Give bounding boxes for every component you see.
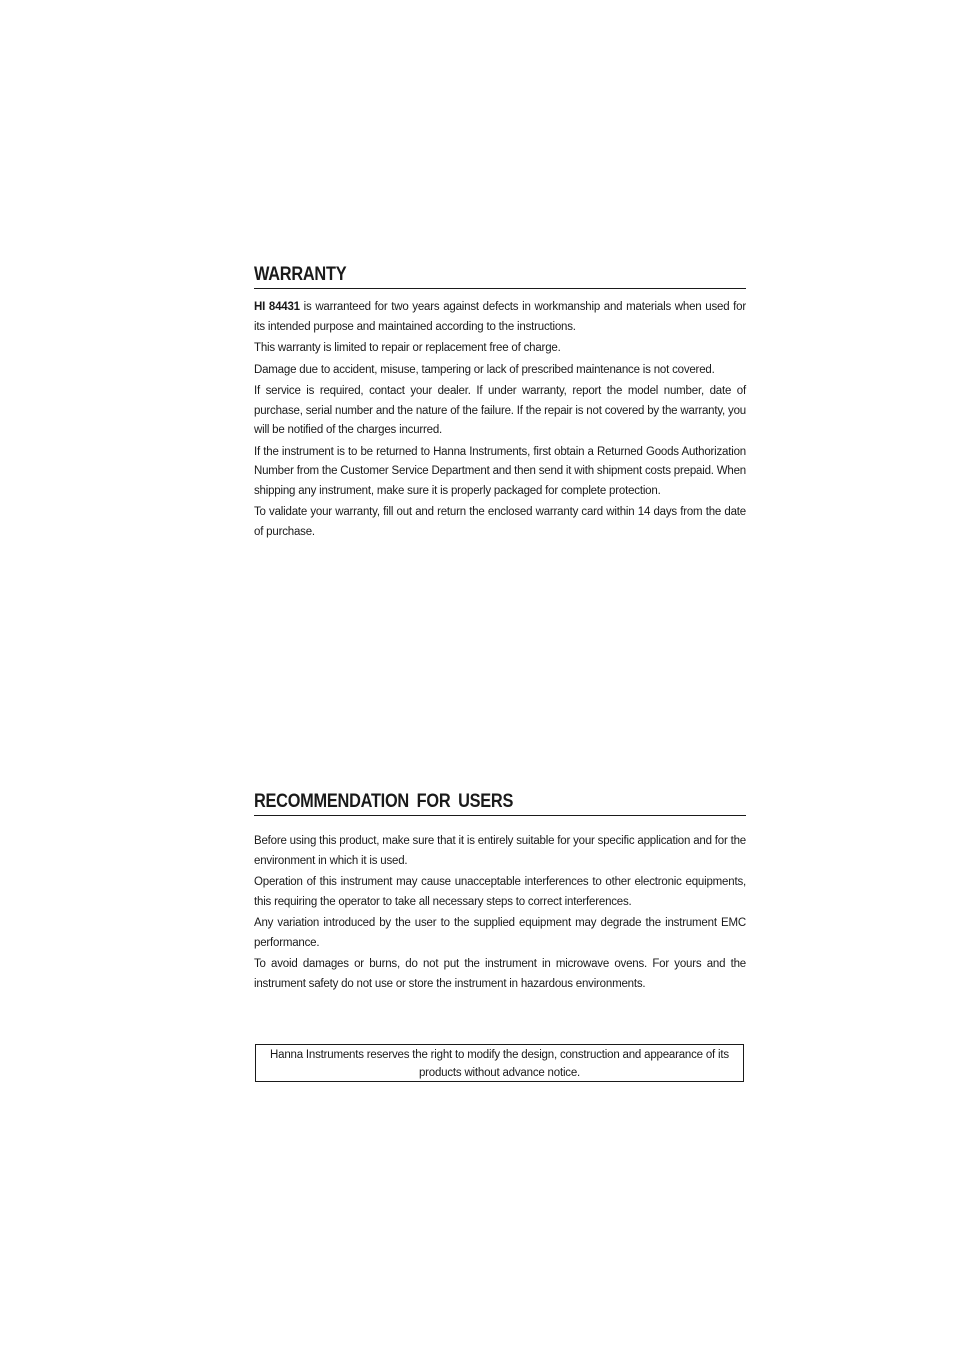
warranty-paragraph-6: To validate your warranty, fill out and return the enclosed warranty card within 14 days from the date of purchase.	[254, 506, 746, 538]
recommendation-paragraph-1: Before using this product, make sure that it is entirely suitable for your specific application and for the environment in which it is used.	[254, 835, 746, 867]
warranty-paragraph-4: If service is required, contact your dealer. If under warranty, report the model number, date of purchase, serial number and the nature of the failure. If the repair is not covered by the warranty, you will be notified of the charges incurred.	[254, 385, 746, 436]
warranty-paragraph-1	[254, 298, 746, 337]
recommendation-section	[254, 791, 746, 994]
notice-text: Hanna Instruments reserves the right to modify the design, construction and appearance of its products without advance notice.	[270, 1049, 729, 1079]
recommendation-paragraph-3: Any variation introduced by the user to the supplied equipment may degrade the instrument EMC performance.	[254, 917, 746, 949]
warranty-heading: WARRANTY	[254, 264, 347, 285]
warranty-paragraph-3: Damage due to accident, misuse, tampering or lack of prescribed maintenance is not covered.	[254, 363, 715, 376]
product-code: HI 84431	[254, 301, 300, 313]
recommendation-paragraph-2: Operation of this instrument may cause unacceptable interferences to other electronic equipments, this requiring the operator to take all necessary steps to correct interferences.	[254, 876, 746, 908]
warranty-paragraph-2: This warranty is limited to repair or replacement free of charge.	[254, 342, 561, 354]
notice-box	[255, 1044, 744, 1082]
warranty-paragraph-5: If the instrument is to be returned to Hanna Instruments, first obtain a Returned Goods Authorization Number from the Customer Service Department and then send it with shipment costs prepaid. When shipping any instrument, make sure it is properly packaged for complete protection.	[254, 445, 746, 497]
recommendation-heading: RECOMMENDATION FOR USERS	[254, 791, 514, 812]
recommendation-paragraph-4: To avoid damages or burns, do not put the instrument in microwave ovens. For yours and the instrument safety do not use or store the instrument in hazardous environments.	[254, 958, 746, 990]
warranty-paragraph-1-text: is warranteed for two years against defects in workmanship and materials when used for its intended purpose and maintained according to the instructions.	[254, 301, 746, 333]
warranty-section	[254, 264, 746, 542]
